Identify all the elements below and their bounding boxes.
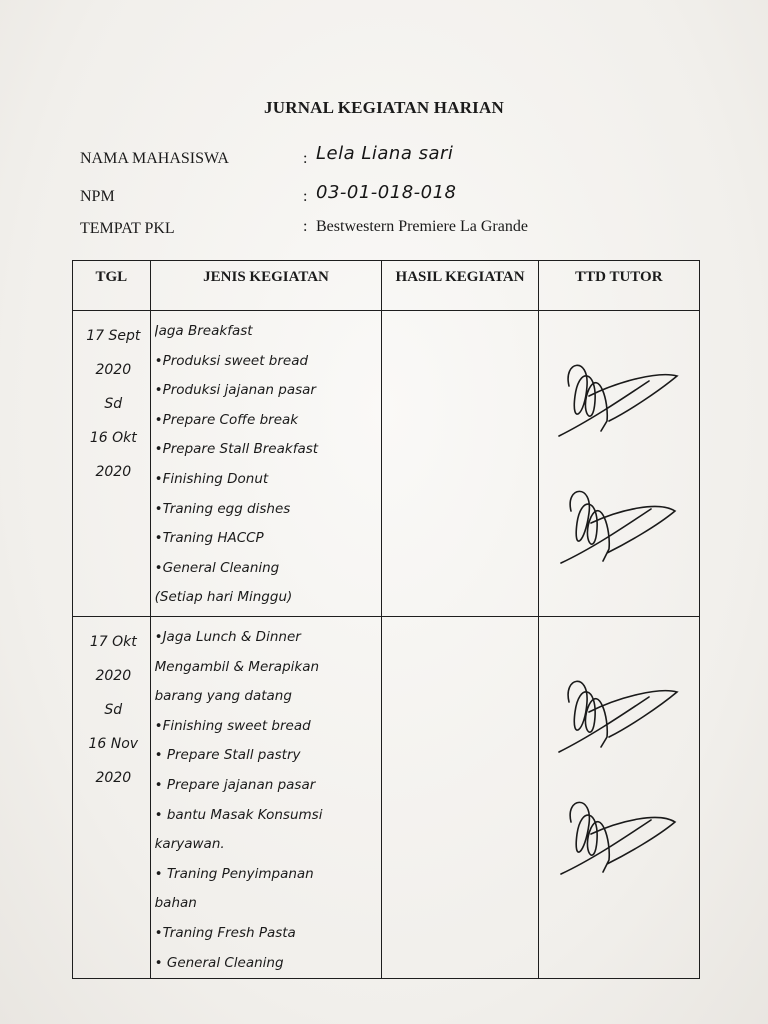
activity-line: •Traning HACCP xyxy=(154,530,264,547)
tgl-line: 2020 xyxy=(95,770,132,786)
activity-line: bahan xyxy=(154,895,197,912)
hasil-cell xyxy=(382,617,538,979)
activity-line: (Setiap hari Minggu) xyxy=(154,589,293,606)
activity-line: •Finishing sweet bread xyxy=(154,717,311,734)
header-ttd-tutor: TTD TUTOR xyxy=(538,261,699,311)
activity-line: •General Cleaning xyxy=(154,559,280,576)
activity-line: •Prepare Stall Breakfast xyxy=(154,441,319,458)
activity-line: • Prepare jajanan pasar xyxy=(154,776,316,793)
tgl-line: 17 Sept xyxy=(86,328,141,344)
table-header-row xyxy=(73,261,700,311)
activity-table xyxy=(72,260,700,979)
table-row xyxy=(73,311,700,617)
activity-line: •Traning Fresh Pasta xyxy=(154,924,296,941)
npm-label: NPM xyxy=(80,188,115,205)
signature-cell xyxy=(538,617,699,979)
tempat-colon: : xyxy=(303,218,308,235)
activity-line: karyawan. xyxy=(154,836,225,853)
npm-colon: : xyxy=(303,188,308,205)
tgl-line: 2020 xyxy=(95,668,132,684)
npm-value: 03-01-018-018 xyxy=(316,182,457,203)
activity-line: •Finishing Donut xyxy=(154,470,269,487)
nama-colon: : xyxy=(303,150,308,167)
activity-line: Mengambil & Merapikan xyxy=(154,658,320,675)
tgl-cell xyxy=(73,617,151,979)
hasil-cell xyxy=(382,311,538,617)
activity-line: barang yang datang xyxy=(154,688,292,705)
tgl-line: 2020 xyxy=(95,464,132,480)
activity-line: •Produksi jajanan pasar xyxy=(154,382,316,399)
activities-cell xyxy=(150,311,382,617)
activity-line: • Prepare Stall pastry xyxy=(154,747,301,764)
tutor-signature xyxy=(549,782,689,892)
activity-line: Jaga Breakfast xyxy=(154,323,253,339)
activity-line: •Produksi sweet bread xyxy=(154,352,309,369)
tutor-signature xyxy=(549,341,689,451)
nama-label: NAMA MAHASISWA xyxy=(80,150,229,167)
activity-line: • bantu Masak Konsumsi xyxy=(154,806,323,823)
tgl-line: Sd xyxy=(104,396,123,412)
table-row xyxy=(73,617,700,979)
tgl-line: 17 Okt xyxy=(89,634,137,650)
activity-line: •Traning egg dishes xyxy=(154,500,291,517)
tutor-signature xyxy=(549,471,689,581)
nama-value: Lela Liana sari xyxy=(316,143,454,164)
tempat-label: TEMPAT PKL xyxy=(80,220,175,237)
tempat-value: Bestwestern Premiere La Grande xyxy=(316,218,528,235)
header-hasil-kegiatan: HASIL KEGIATAN xyxy=(382,261,538,311)
tgl-cell xyxy=(73,311,151,617)
tgl-line: 16 Okt xyxy=(89,430,137,446)
activities-cell xyxy=(150,617,382,979)
activity-line: •Prepare Coffe break xyxy=(154,411,299,428)
signature-cell xyxy=(538,311,699,617)
tgl-line: Sd xyxy=(104,702,123,718)
header-jenis-kegiatan: JENIS KEGIATAN xyxy=(150,261,382,311)
tgl-line: 16 Nov xyxy=(88,736,139,752)
header-tgl: TGL xyxy=(73,261,151,311)
tgl-line: 2020 xyxy=(95,362,132,378)
activity-line: •Jaga Lunch & Dinner xyxy=(154,629,301,645)
document-title: JURNAL KEGIATAN HARIAN xyxy=(264,98,504,117)
tutor-signature xyxy=(549,657,689,767)
activity-line: • General Cleaning xyxy=(154,954,284,971)
activity-line: • Traning Penyimpanan xyxy=(154,865,314,882)
